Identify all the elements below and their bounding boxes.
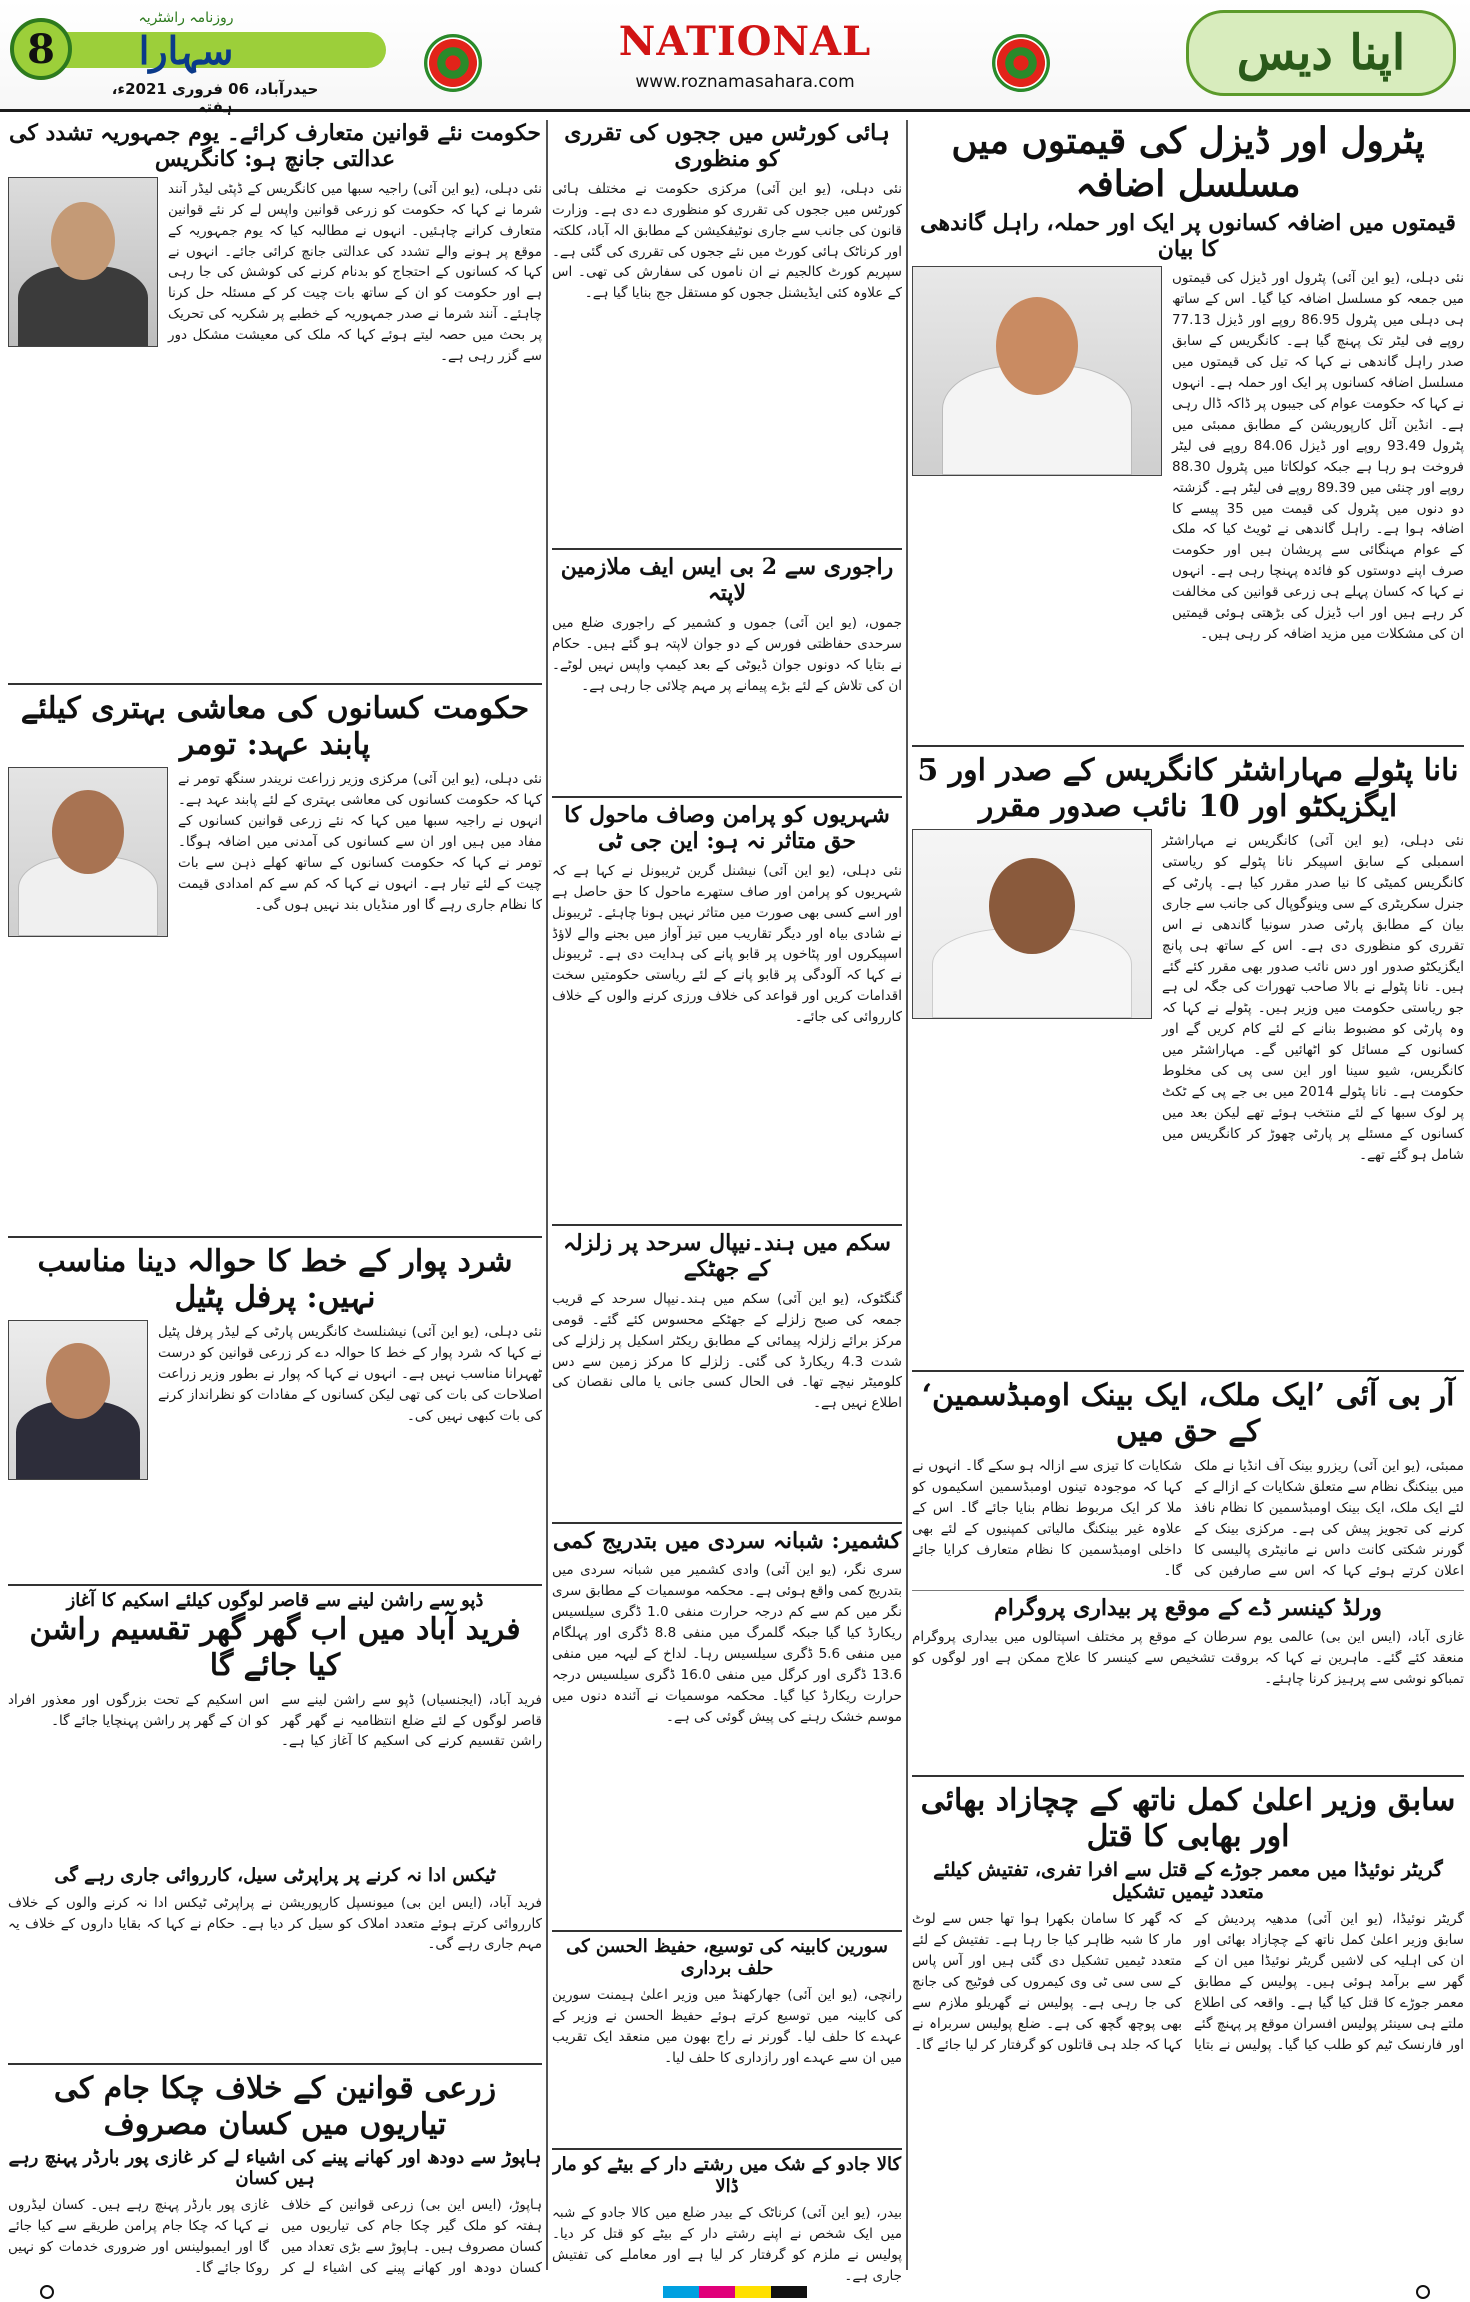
headline: کالا جادو کے شک میں رشتے دار کے بیٹے کو مار ڈالا (552, 2154, 902, 2197)
article-body: گریٹر نوئیڈا، (یو این آئی) مدھیہ پردیش کے سابق وزیر اعلیٰ کمل ناتھ کے چچازاد بھائی اور ان کی اہلیہ کی لاشیں گریٹر نوئیڈا میں ان کے گھر سے برآمد ہوئی ہیں۔ پولیس کے مطابق معمر جوڑے کا قتل کیا گیا ہے۔ واقعہ کی اطلاع ملتے ہی سینئر پولیس افسران موقع پر پہنچ گئے اور فارنسک ٹیم کو طلب کیا گیا۔ پولیس نے بتایا کہ گھر کا سامان بکھرا ہوا تھا جس سے لوٹ مار کا شبہ ظاہر کیا جا رہا ہے۔ تفتیش کے لئے متعدد ٹیمیں تشکیل دی گئی ہیں اور آس پاس کے سی سی ٹی وی کیمروں کی فوٹیج کی جانچ کی جا رہی ہے۔ پولیس نے گھریلو ملازم سے بھی پوچھ گچھ کی ہے۔ ضلع پولیس سربراہ نے کہا کہ جلد ہی قاتلوں کو گرفتار کر لیا جائے گا۔ (912, 1911, 1464, 2053)
headline: حکومت کسانوں کی معاشی بہتری کیلئے پابند عہد: تومر (20, 691, 530, 762)
headline: پٹرول اور ڈیزل کی قیمتوں میں مسلسل اضافہ (951, 120, 1425, 206)
article-body: غازی آباد، (ایس این بی) عالمی یوم سرطان کے موقع پر مختلف اسپتالوں میں بیداری پروگرام منعقد کئے گئے۔ ماہرین نے کہا کہ بروقت تشخیص سے کینسر کا علاج ممکن ہے اور لوگوں کو تمباکو نوشی سے پرہیز کرنا چاہئے۔ (912, 1628, 1464, 1687)
article-body: فرید آباد، (ایس این بی) میونسپل کارپوریشن نے پراپرٹی ٹیکس ادا نہ کرنے والوں کے خلاف کارروائی کرتے ہوئے متعدد املاک کو سیل کر دیا ہے۔ حکام نے کہا کہ بقایا داروں کے خلاف یہ مہم جاری رہے گی۔ (8, 1894, 542, 1953)
kicker: ڈپو سے راشن لینے سے قاصر لوگوں کیلئے اسکیم کا آغاز (66, 1590, 484, 1611)
masthead (0, 0, 1470, 116)
subhead: قیمتوں میں اضافہ کسانوں پر ایک اور حملہ، راہل گاندھی کا بیان (920, 210, 1456, 263)
registration-mark-icon (1416, 2285, 1430, 2299)
headline: نانا پٹولے مہاراشٹر کانگریس کے صدر اور 5 ایگزیکٹو اور 10 نائب صدور مقرر (917, 753, 1459, 824)
article-body: فرید آباد، (ایجنسیاں) ڈپو سے راشن لینے سے قاصر لوگوں کے لئے ضلع انتظامیہ نے گھر گھر راشن تقسیم کرنے کی اسکیم کا آغاز کیا ہے۔ اس اسکیم کے تحت بزرگوں اور معذور افراد کو ان کے گھر پر راشن پہنچایا جائے گا۔ (8, 1691, 542, 1750)
article-body: نئی دہلی، (یو این آئی) نیشنلسٹ کانگریس پارٹی کے لیڈر پرفل پٹیل نے کہا کہ شرد پوار کے خط کا حوالہ دے کر زرعی قوانین کو درست ٹھہرانا مناسب نہیں ہے۔ انہوں نے کہا کہ پوار نے بطور وزیر زراعت اصلاحات کی بات کی تھی لیکن کسانوں کے مفادات کو نظرانداز کرنے کی بات کبھی نہیں کی۔ (158, 1324, 542, 1424)
article-body: نئی دہلی، (یو این آئی) مرکزی وزیر زراعت نریندر سنگھ تومر نے کہا کہ حکومت کسانوں کی معاشی بہتری کے لئے پابند عہد ہے۔ انہوں نے راجیہ سبھا میں کہا کہ نئے زرعی قوانین کسانوں کے مفاد میں ہیں اور ان سے کسانوں کی آمدنی میں اضافہ ہوگا۔ تومر نے کہا کہ حکومت کسانوں کے ساتھ کھلے ذہن سے بات چیت کے لئے تیار ہے۔ انہوں نے کہا کہ کم سے کم امدادی قیمت کا نظام جاری رہے گا اور منڈیاں بند نہیں ہوں گی۔ (178, 771, 542, 913)
page-number-badge (10, 18, 72, 80)
photo-narendra-tomar (8, 767, 168, 937)
headline: شرد پوار کے خط کا حوالہ دینا مناسب نہیں: پرفل پٹیل (37, 1244, 513, 1315)
issue-date: حیدرآباد، 06 فروری 2021ء، ہفتہ (111, 80, 319, 116)
photo-nana-patole (912, 829, 1152, 1019)
article-body: گنگٹوک، (یو این آئی) سکم میں ہند۔نیپال سرحد کے قریب جمعہ کی صبح زلزلے کے جھٹکے محسوس کئے گئے۔ قومی مرکز برائے زلزلہ پیمائی کے مطابق ریکٹر اسکیل پر زلزلے کی شدت 4.3 ریکارڈ کی گئی۔ زلزلے کا مرکز زمین سے دس کلومیٹر نیچے تھا۔ فی الحال کسی جانی یا مالی نقصان کی اطلاع نہیں ہے۔ (552, 1290, 902, 1412)
headline: حکومت نئے قوانین متعارف کرائے۔ یوم جمہوریہ تشدد کی عدالتی جانچ ہو: کانگریس (9, 120, 541, 173)
story-kashmir-cold (552, 1522, 902, 1922)
photo-praful-patel (8, 1320, 148, 1480)
story-praful-patel (8, 1236, 542, 1576)
headline: سورین کابینہ کی توسیع، حفیظ الحسن کی حلف برداری (566, 1936, 888, 1979)
page-label: اپنا دیس (1236, 25, 1406, 81)
article-body: جموں، (یو این آئی) جموں و کشمیر کے راجوری ضلع میں سرحدی حفاظتی فورس کے دو جوان لاپتہ ہو گئے ہیں۔ حکام نے بتایا کہ دونوں جوان ڈیوٹی کے بعد کیمپ واپس نہیں لوٹے۔ ان کی تلاش کے لئے بڑے پیمانے پر مہم چلائی جا رہی ہے۔ (552, 614, 902, 694)
headline: ورلڈ کینسر ڈے کے موقع پر بیداری پروگرام (912, 1590, 1464, 1621)
story-chakka-jam (8, 2063, 542, 2302)
story-kamal-nath-relatives (912, 1775, 1464, 2302)
headline: ٹیکس ادا نہ کرنے پر پراپرٹی سیل، کارروائی جاری رہے گی (54, 1865, 496, 1886)
headline: سکم میں ہند۔نیپال سرحد پر زلزلہ کے جھٹکے (563, 1230, 891, 1283)
subhead: ہاپوڑ سے دودھ اور کھانے پینے کی اشیاء لے کر غازی پور بارڈر پہنچ رہے ہیں کسان (8, 2147, 542, 2189)
article-body: نئی دہلی، (یو این آئی) مرکزی حکومت نے مختلف ہائی کورٹس میں ججوں کی تقرری کو منظوری دے دی ہے۔ وزارت قانون کی جانب سے جاری نوٹیفکیشن کے مطابق الہ آباد، کلکتہ اور کرناٹک ہائی کورٹ میں نئے ججوں کی تقرری کی گئی ہے۔ سپریم کورٹ کالجیم نے ان ناموں کی سفارش کی تھی۔ اس کے علاوہ کئی ایڈیشنل ججوں کو مستقل جج بنایا گیا ہے۔ (552, 180, 902, 302)
article-body: رانچی، (یو این آئی) جھارکھنڈ میں وزیر اعلیٰ ہیمنت سورین کی کابینہ میں توسیع کرتے ہوئے حفیظ الحسن نے وزیر کے عہدے کا حلف لیا۔ گورنر نے راج بھون میں منعقد ایک تقریب میں ان سے عہدے اور رازداری کا حلف لیا۔ (552, 1987, 902, 2066)
flower-emblem-icon (424, 34, 482, 92)
website-url: www.roznamasahara.com (635, 72, 855, 92)
story-congress-demands (8, 120, 542, 675)
page-number: 8 (27, 25, 55, 73)
story-bsf-missing (552, 548, 902, 788)
story-petrol-prices (912, 120, 1464, 735)
story-rbi-ombudsman (912, 1370, 1464, 1765)
article-body: سری نگر، (یو این آئی) وادی کشمیر میں شبانہ سردی میں بتدریج کمی واقع ہوئی ہے۔ محکمہ موسمیات کے مطابق سری نگر میں کم سے کم درجہ حرارت منفی 1.0 ڈگری سیلسیس ریکارڈ کیا گیا جبکہ گلمرگ میں منفی 8.8 ڈگری اور پہلگام میں منفی 5.6 ڈگری سیلسیس رہا۔ لداخ کے لیہہ میں منفی 13.6 ڈگری اور کرگل میں منفی 16.0 ڈگری سیلسیس درجہ حرارت ریکارڈ کیا گیا۔ محکمہ موسمیات نے آئندہ دنوں میں موسم خشک رہنے کی پیش گوئی کی ہے۔ (552, 1562, 902, 1725)
headline: راجوری سے 2 بی ایس ایف ملازمین لاپتہ (560, 554, 894, 607)
headline: زرعی قوانین کے خلاف چکا جام کی تیاریوں میں کسان مصروف (53, 2071, 497, 2142)
article-body: ہاپوڑ، (ایس این بی) زرعی قوانین کے خلاف ہفتہ کو ملک گیر چکا جام کی تیاریوں میں کسان مصروف ہیں۔ ہاپوڑ سے بڑی تعداد میں کسان دودھ اور کھانے پینے کی اشیاء لے کر غازی پور بارڈر پہنچ رہے ہیں۔ کسان لیڈروں نے کہا کہ چکا جام پرامن طریقے سے کیا جائے گا اور ایمبولینس اور ضروری خدمات کو نہیں روکا جائے گا۔ (8, 2197, 542, 2276)
subhead: گریٹر نوئیڈا میں معمر جوڑے کے قتل سے افرا تفری، تفتیش کیلئے متعدد ٹیمیں تشکیل (933, 1859, 1443, 1903)
article-body: نئی دہلی، (یو این آئی) راجیہ سبھا میں کانگریس کے ڈپٹی لیڈر آنند شرما نے کہا کہ حکومت کو زرعی قوانین واپس لے کر نئے قوانین متعارف کرانے چاہئیں۔ انہوں نے مطالبہ کیا کہ یوم جمہوریہ کے موقع پر ہونے والے تشدد کی عدالتی جانچ کرائی جائے۔ انہوں نے کہا کہ کسانوں کے احتجاج کو بدنام کرنے کی کوشش کی جا رہی ہے اور حکومت کو ان کے ساتھ بات چیت کر کے مسئلہ حل کرنا چاہئے۔ آنند شرما نے صدر جمہوریہ کے خطبے پر شکریہ کی تحریک پر بحث میں حصہ لیتے ہوئے کہا کہ ملک کی معیشت مشکل دور سے گزر رہی ہے۔ (168, 180, 542, 365)
headline: سابق وزیر اعلیٰ کمل ناتھ کے چچازاد بھائی اور بھابی کا قتل (920, 1783, 1456, 1854)
story-black-magic (552, 2148, 902, 2302)
headline: کشمیر: شبانہ سردی میں بتدریج کمی (552, 1528, 902, 1554)
photo-anand-sharma (8, 177, 158, 347)
article-body: نئی دہلی، (یو این آئی) کانگریس نے مہاراشٹر اسمبلی کے سابق اسپیکر نانا پٹولے کو ریاستی کانگریس کمیٹی کا نیا صدر مقرر کیا ہے۔ پارٹی کے جنرل سکریٹری کے سی وینوگوپال کی جانب سے جاری بیان کے مطابق پارٹی صدر سونیا گاندھی نے اس تقرری کو منظوری دی ہے۔ اس کے ساتھ ہی پانچ ایگزیکٹو صدور اور دس نائب صدور بھی مقرر کئے گئے ہیں۔ نانا پٹولے نے بالا صاحب تھورات کی جگہ لی ہے جو ریاستی حکومت میں وزیر ہیں۔ پٹولے نے کہا کہ وہ پارٹی کو مضبوط بنانے کے لئے کام کریں گے اور کسانوں کے مسائل کو اٹھائیں گے۔ مہاراشٹر میں کانگریس، شیو سینا اور این سی پی کی مخلوط حکومت ہے۔ نانا پٹولے 2014 میں بی جے پی کے ٹکٹ پر لوک سبھا کے لئے منتخب ہوئے تھے لیکن بعد میں کسانوں کے مسئلے پر پارٹی چھوڑ کر کانگریس میں شامل ہو گئے تھے۔ (1162, 833, 1464, 1163)
article-body: ممبئی، (یو این آئی) ریزرو بینک آف انڈیا نے ملک میں بینکنگ نظام سے متعلق شکایات کے ازالے کے لئے ایک ملک، ایک بینک اومبڈسمین کا نظام نافذ کرنے کی تجویز پیش کی ہے۔ مرکزی بینک کے گورنر شکتی کانت داس نے مانیٹری پالیسی کا اعلان کرتے ہوئے کہا کہ اس سے صارفین کی شکایات کا تیزی سے ازالہ ہو سکے گا۔ انہوں نے کہا کہ موجودہ تینوں اومبڈسمین اسکیموں کو ملا کر ایک مربوط نظام بنایا جائے گا۔ اس کے علاوہ غیر بینکنگ مالیاتی کمپنیوں کے لئے بھی داخلی اومبڈسمین کا نظام متعارف کرایا جائے گا۔ (912, 1458, 1464, 1579)
column-divider (546, 120, 548, 2270)
headline: ہائی کورٹس میں ججوں کی تقرری کو منظوری (564, 120, 890, 173)
headline: شہریوں کو پرامن وصاف ماحول کا حق متاثر نہ ہو: این جی ٹی (564, 802, 890, 855)
story-sikkim-earthquake (552, 1224, 902, 1514)
headline: فرید آباد میں اب گھر گھر تقسیم راشن کیا جائے گا (29, 1611, 521, 1683)
photo-rahul-gandhi (912, 266, 1162, 476)
story-property-tax (8, 1865, 542, 2055)
story-tomar-farmers (8, 683, 542, 1228)
registration-mark-icon (40, 2285, 54, 2299)
brand-tagline: روزنامہ راشٹریہ (138, 10, 234, 26)
section-title: NATIONAL (618, 18, 872, 65)
page-label-badge (1186, 10, 1456, 96)
story-ngt-environment (552, 796, 902, 1216)
story-faridabad-ration (8, 1584, 542, 1859)
flower-emblem-icon (992, 34, 1050, 92)
story-soren-cabinet (552, 1930, 902, 2140)
article-body: نئی دہلی، (یو این آئی) نیشنل گرین ٹریبونل نے کہا ہے کہ شہریوں کو پرامن اور صاف ستھرے ماحول کا حق حاصل ہے اور اسے کسی بھی صورت میں متاثر نہیں ہونا چاہئے۔ ٹریبونل نے شادی بیاہ اور دیگر تقاریب میں تیز آواز میں بجنے والے لاؤڈ اسپیکروں اور پٹاخوں پر قابو پانے کی ہدایت دی ہے۔ ٹریبونل نے کہا کہ آلودگی پر قابو پانے کے لئے ریاستی حکومتیں سخت اقدامات کریں اور قواعد کی خلاف ورزی کرنے والوں کے خلاف کارروائی کی جائے۔ (552, 862, 902, 1026)
color-calibration-strip (663, 2286, 807, 2298)
story-high-court-judges (552, 120, 902, 540)
column-divider (906, 120, 908, 2270)
brand-name: سہارا (138, 28, 234, 73)
article-body: نئی دہلی، (یو این آئی) پٹرول اور ڈیزل کی قیمتوں میں جمعہ کو مسلسل اضافہ کیا گیا۔ اس کے ساتھ ہی دہلی میں پٹرول 86.95 روپے اور ڈیزل 77.13 روپے فی لیٹر تک پہنچ گیا ہے۔ کانگریس کے سابق صدر راہل گاندھی نے کہا کہ تیل کی قیمتوں میں مسلسل اضافہ کسانوں پر ایک اور حملہ ہے۔ انہوں نے کہا کہ حکومت عوام کی جیبوں پر ڈاکہ ڈال رہی ہے۔ انڈین آئل کارپوریشن کے مطابق ممبئی میں پٹرول 93.49 روپے اور ڈیزل 84.06 روپے فی لیٹر فروخت ہو رہا ہے جبکہ کولکاتا میں پٹرول 88.30 روپے اور چنئی میں 89.39 روپے فی لیٹر ہے۔ گزشتہ دو دنوں میں پٹرول کی قیمت میں 35 پیسے کا اضافہ ہوا ہے۔ راہل گاندھی نے ٹویٹ کیا کہ ملک کے عوام مہنگائی سے پریشان ہیں اور حکومت صرف اپنے دوستوں کو فائدہ پہنچا رہی ہے۔ انہوں نے کہا کہ کسان پہلے ہی زرعی قوانین کی مخالفت کر رہے ہیں اور اب ڈیزل کی بڑھتی ہوئی قیمتیں ان کی مشکلات میں مزید اضافہ کر رہی ہیں۔ (1172, 270, 1464, 643)
story-nana-patole (912, 745, 1464, 1360)
article-body: بیدر، (یو این آئی) کرناٹک کے بیدر ضلع میں کالا جادو کے شبہ میں ایک شخص نے اپنے رشتے دار کے بیٹے کو قتل کر دیا۔ پولیس نے ملزم کو گرفتار کر لیا ہے اور معاملے کی تفتیش جاری ہے۔ (552, 2205, 902, 2284)
print-registration-bar (0, 2282, 1470, 2302)
headline: آر بی آئی ’ایک ملک، ایک بینک اومبڈسمین‘ کے حق میں (921, 1378, 1455, 1449)
